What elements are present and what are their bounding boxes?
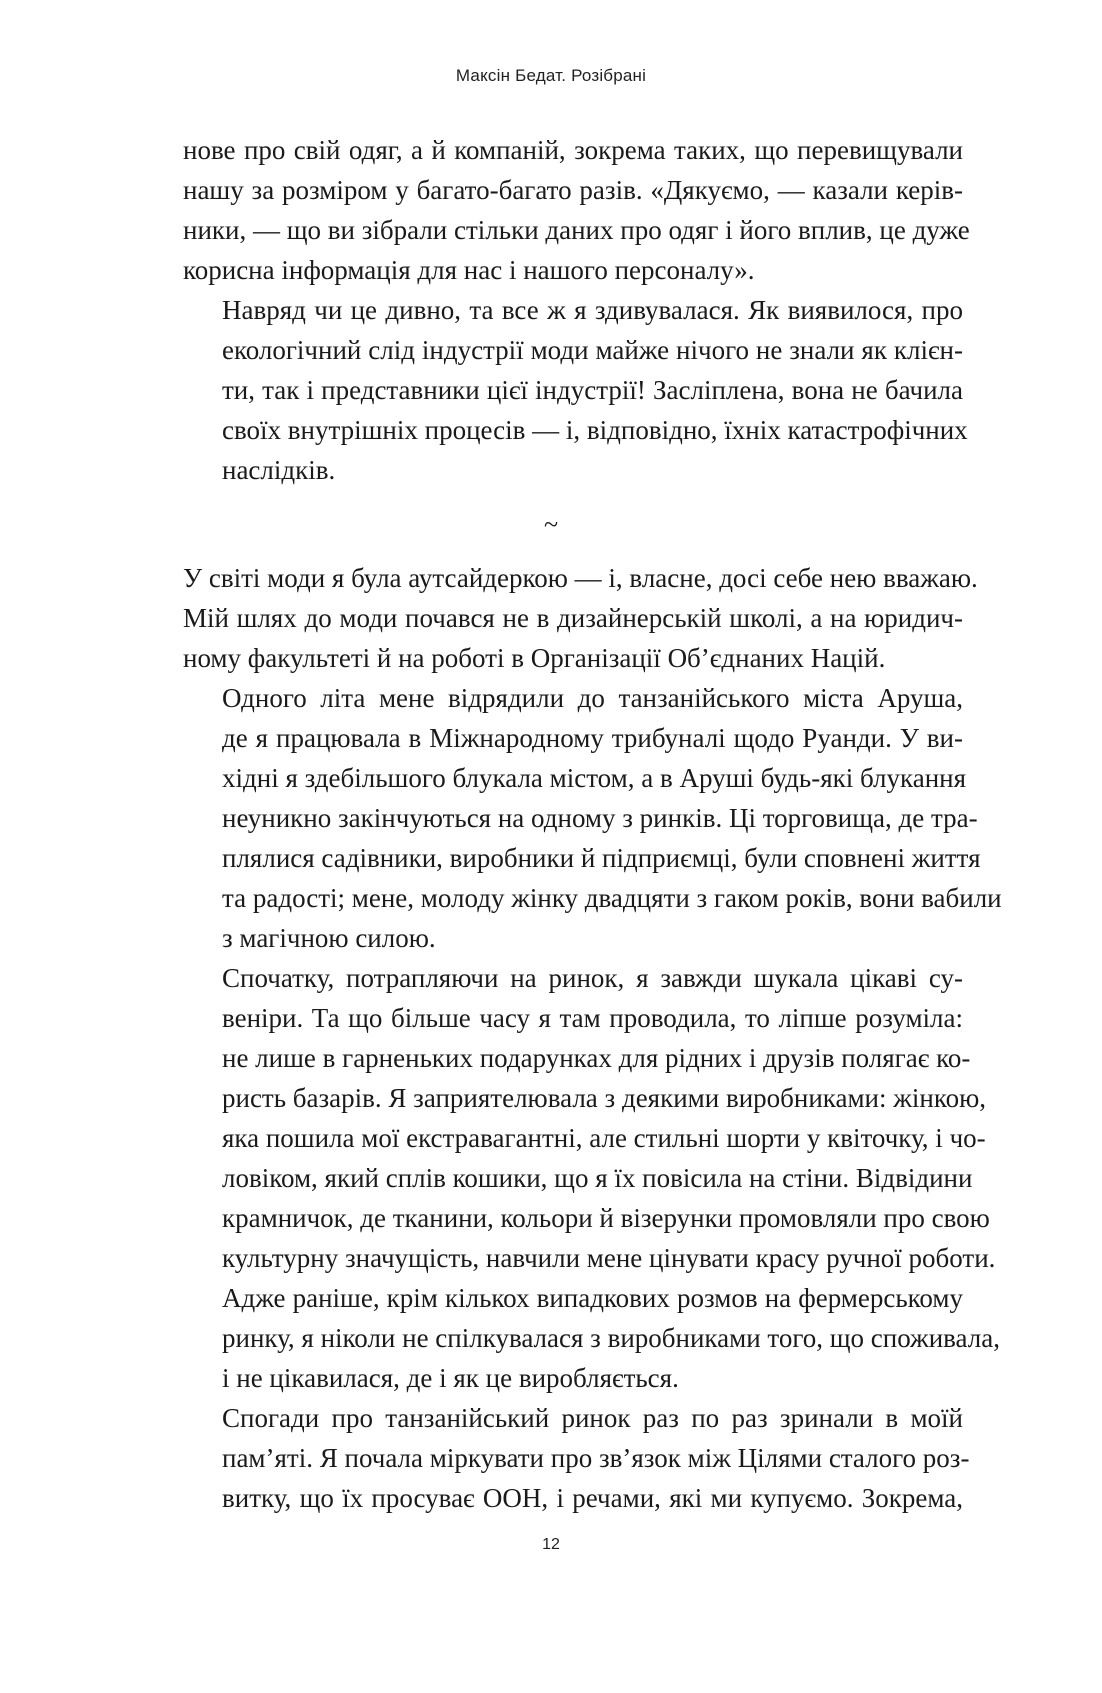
paragraph xyxy=(183,290,968,490)
text-line: де я працювала в Міжнародному трибуналі щодо Руанди. У ви- xyxy=(222,723,963,753)
text-line: нове про свій одяг, а й компаній, зокрема таких, що перевищували xyxy=(183,135,963,165)
text-line: неуникно закінчуються на одному з ринків. Ці торговища, де тра- xyxy=(222,803,978,833)
page-number: 12 xyxy=(542,1536,560,1553)
text-line: У світі моди я була аутсайдеркою — і, власне, досі себе нею вважаю. xyxy=(183,563,978,593)
text-line: хідні я здебільшого блукала містом, а в Аруші будь-які блукання xyxy=(222,763,967,793)
text-line: Одного літа мене відрядили до танзанійського міста Аруша, xyxy=(222,683,963,713)
text-line: з магічною силою. xyxy=(222,923,436,953)
text-line: ристь базарів. Я заприятелювала з деякими виробниками: жінкою, xyxy=(222,1083,987,1113)
section-break-tilde: ~ xyxy=(543,510,559,539)
paragraph-section-start xyxy=(183,558,978,678)
text-line: наслідків. xyxy=(222,455,336,485)
paragraph xyxy=(183,1398,970,1518)
text-line: пам’яті. Я почала міркувати про зв’язок між Цілями сталого роз- xyxy=(222,1443,970,1473)
text-line: Спочатку, потрапляючи на ринок, я завжди шукала цікаві су- xyxy=(222,963,963,993)
text-line: ники, — що ви зібрали стільки даних про одяг і його вплив, це дуже xyxy=(183,215,970,245)
text-line: крамничок, де тканини, кольори й візерунки промовляли про свою xyxy=(222,1203,990,1233)
text-line: плялися садівники, виробники й підприємці, були сповнені життя xyxy=(222,843,981,873)
text-line: яка пошила мої екстравагантні, але стильні шорти у квіточку, і чо- xyxy=(222,1123,986,1153)
paragraph-continued xyxy=(183,130,970,290)
text-line: Адже раніше, крім кількох випадкових розмов на фермерському xyxy=(222,1283,963,1313)
text-line: культурну значущість, навчили мене цінувати красу ручної роботи. xyxy=(222,1243,996,1273)
text-block-before-break xyxy=(183,130,970,490)
text-line: не лише в гарненьких подарунках для рідних і друзів полягає ко- xyxy=(222,1043,971,1073)
text-line: витку, що їх просуває ООН, і речами, які ми купуємо. Зокрема, xyxy=(222,1483,963,1513)
text-line: корисна інформація для нас і нашого персоналу». xyxy=(183,255,755,285)
text-line: нашу за розміром у багато-багато разів. «Дякуємо, — казали керів- xyxy=(183,175,963,205)
text-line: своїх внутрішніх процесів — і, відповідно, їхніх катастрофічних xyxy=(222,415,968,445)
running-head: Максін Бедат. Розібрані xyxy=(455,66,647,85)
paragraph xyxy=(183,958,1000,1398)
text-line: веніри. Та що більше часу я там проводила, то ліпше розуміла: xyxy=(222,1003,963,1033)
text-line: екологічний слід індустрії моди майже нічого не знали як клієн- xyxy=(222,335,963,365)
text-line: ному факультеті й на роботі в Організації Об’єднаних Націй. xyxy=(183,643,886,673)
text-line: Спогади про танзанійський ринок раз по раз зринали в моїй xyxy=(222,1403,963,1433)
text-line: Мій шлях до моди почався не в дизайнерській школі, а на юридич- xyxy=(183,603,963,633)
text-line: і не цікавилася, де і як це виробляється. xyxy=(222,1363,679,1393)
text-line: ти, так і представники цієї індустрії! Засліплена, вона не бачила xyxy=(222,375,963,405)
text-line: Навряд чи це дивно, та все ж я здивувалася. Як виявилося, про xyxy=(222,295,963,325)
text-line: та радості; мене, молоду жінку двадцяти з гаком років, вони вабили xyxy=(222,883,1002,913)
text-line: ринку, я ніколи не спілкувалася з виробниками того, що споживала, xyxy=(222,1323,1000,1353)
text-line: ловіком, який сплів кошики, що я їх повісила на стіни. Відвідини xyxy=(222,1163,973,1193)
text-block-after-break xyxy=(183,558,1002,1518)
paragraph xyxy=(183,678,1002,958)
